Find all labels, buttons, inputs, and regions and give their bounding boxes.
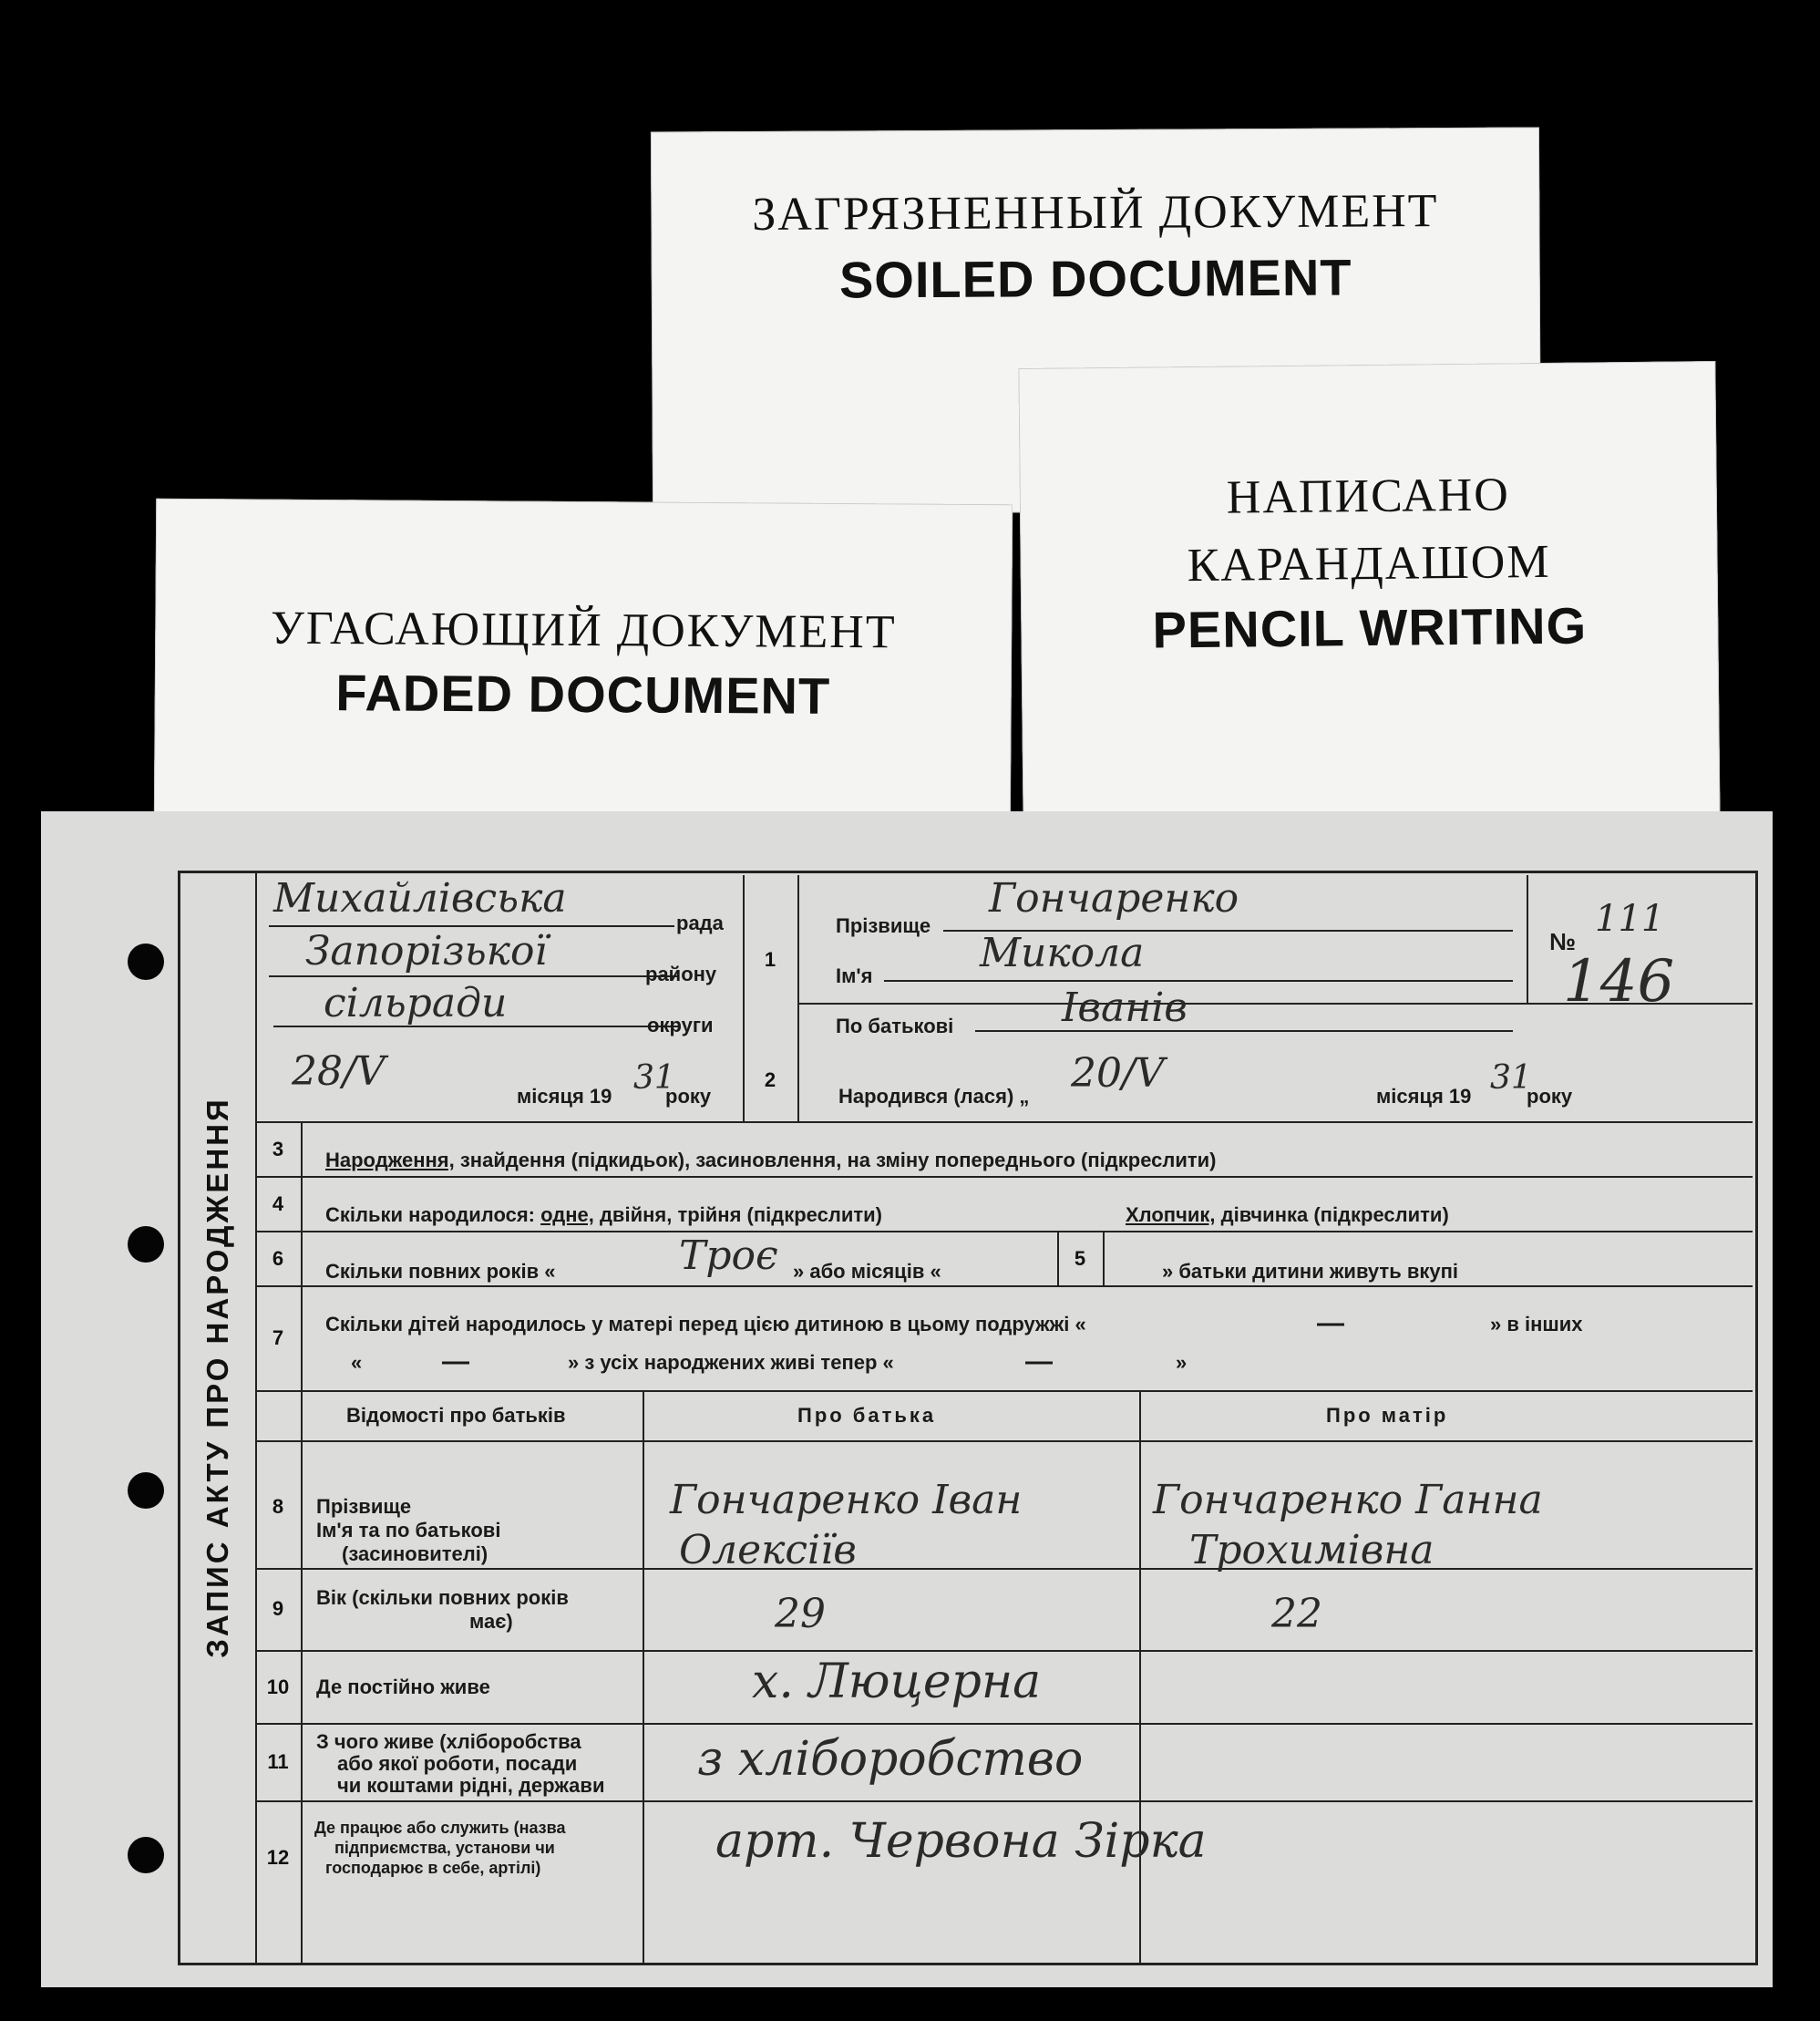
row8-label-1: Прізвище [316, 1495, 412, 1518]
row-number: 10 [266, 1676, 290, 1698]
divider [1103, 1231, 1105, 1285]
field-line [273, 1026, 679, 1027]
born-year-value: 31 [1490, 1059, 1532, 1097]
mother-header: Про матір [1326, 1404, 1449, 1427]
divider [255, 1231, 1753, 1232]
born-month-label: місяця 19 [1376, 1085, 1472, 1108]
parents-together-label: » батьки дитини живуть вкупі [1162, 1260, 1459, 1283]
row12-label-2: підприємства, установи чи [334, 1839, 555, 1857]
row-number: 5 [1074, 1247, 1086, 1270]
pencil-label-ru-2: КАРАНДАШОМ [1187, 535, 1551, 593]
number-label: № [1549, 928, 1576, 955]
years-together-value: Троє [679, 1232, 778, 1279]
children-other-open: « [351, 1351, 363, 1374]
pencil-label-ru-1: НАПИСАНО [1226, 469, 1511, 524]
patronymic-label: По батькові [836, 1015, 954, 1037]
row-number: 4 [272, 1192, 284, 1215]
row11-label-1: З чого живе (хліборобства [316, 1730, 581, 1753]
divider [301, 1121, 303, 1963]
record-date-value: 28/V [292, 1048, 386, 1095]
row8-label-2: Ім'я та по батькові [316, 1519, 501, 1542]
father-age: 29 [775, 1591, 826, 1637]
mother-age: 22 [1271, 1591, 1322, 1637]
children-other-value: — [442, 1346, 469, 1377]
soiled-label-ru: ЗАГРЯЗНЕННЫЙ ДОКУМЕНТ [752, 185, 1439, 241]
birth-count-text [325, 1203, 882, 1227]
row11-label-2: або якої роботи, посади [337, 1752, 578, 1775]
row12-label-3: господарює в себе, артілі) [325, 1859, 541, 1877]
row12-label-1: Де працює або служить (назва [314, 1819, 566, 1837]
event-type-options: знайдення (підкидьок), засиновлення, на зміну попереднього (підкреслити) [454, 1149, 1217, 1171]
children-other-label: » в інших [1490, 1313, 1583, 1335]
divider [255, 1285, 1753, 1287]
row10-label: Де постійно живе [316, 1676, 490, 1698]
rayon-label: району [645, 963, 717, 985]
faded-label-en: FADED DOCUMENT [335, 664, 831, 725]
father-name-2: Олексіїв [679, 1527, 857, 1573]
birth-count-prefix: Скільки народилося: [325, 1203, 541, 1226]
sex-selected: Хлопчик, [1126, 1203, 1216, 1226]
punch-hole [128, 1226, 164, 1263]
years-together-label: Скільки повних років « [325, 1260, 556, 1283]
row-number: 12 [266, 1846, 290, 1869]
surname-value: Гончаренко [989, 875, 1239, 922]
divider [255, 1121, 1753, 1123]
rada-value: Михайлівська [273, 875, 567, 922]
surname-label: Прізвище [836, 914, 931, 937]
event-type-selected: Народження, [325, 1149, 455, 1171]
number-value-top: 111 [1595, 898, 1665, 940]
row-number: 6 [272, 1247, 284, 1270]
record-year-label: року [665, 1085, 712, 1108]
faded-document-label [154, 499, 1013, 833]
row-number: 9 [272, 1597, 284, 1620]
livelihood-value: з хліборобство [697, 1732, 1084, 1787]
okruha-label: округи [647, 1014, 714, 1036]
field-line [884, 980, 1513, 982]
divider [643, 1390, 644, 1963]
divider [255, 1650, 1753, 1652]
mother-name-1: Гончаренко Ганна [1153, 1477, 1543, 1523]
parents-header: Відомості про батьків [346, 1404, 566, 1427]
children-before-label: Скільки дітей народилось у матері перед цією дитиною в цьому подружжі « [325, 1313, 1086, 1335]
divider [255, 1800, 1753, 1802]
divider [797, 875, 799, 1121]
punch-hole [128, 1472, 164, 1509]
sex-suffix: дівчинка (підкреслити) [1215, 1203, 1449, 1226]
rayon-value: Запорізької [305, 928, 548, 974]
row9-label-2: має) [469, 1610, 513, 1633]
divider [1057, 1231, 1059, 1285]
row8-label-3: (засиновителі) [342, 1542, 488, 1565]
rada-label: рада [676, 912, 724, 934]
birth-record-form [41, 811, 1773, 1987]
divider [1139, 1390, 1141, 1963]
months-label: » або місяців « [793, 1260, 941, 1283]
divider [255, 871, 257, 1963]
birth-count-selected: одне, [540, 1203, 594, 1226]
children-alive-value: — [1025, 1346, 1053, 1377]
mother-name-2: Трохимівна [1189, 1527, 1434, 1573]
okruha-value: сільради [324, 980, 508, 1026]
record-year-value: 31 [633, 1059, 675, 1097]
pencil-label-en: PENCIL WRITING [1152, 596, 1588, 659]
event-type-text [325, 1149, 1217, 1172]
punch-hole [128, 943, 164, 980]
born-label: Народився (лася) „ [838, 1085, 1030, 1108]
divider [255, 1723, 1753, 1725]
children-alive-close: » [1176, 1351, 1188, 1374]
field-line [269, 925, 674, 927]
row-number: 3 [272, 1138, 284, 1160]
divider [1527, 875, 1528, 1003]
divider [255, 1440, 1753, 1442]
patronymic-value: Іванів [1062, 985, 1188, 1031]
form-title: ЗАПИС АКТУ ПРО НАРОДЖЕННЯ [201, 1097, 234, 1658]
birth-count-suffix: двійня, трійня (підкреслити) [593, 1203, 882, 1226]
born-year-label: року [1527, 1085, 1573, 1108]
pencil-writing-label [1018, 361, 1720, 833]
record-month-label: місяця 19 [517, 1085, 612, 1108]
field-line [269, 975, 679, 977]
row-number: 2 [764, 1068, 776, 1091]
name-label: Ім'я [836, 964, 873, 987]
sex-text [1126, 1203, 1449, 1227]
row9-label-1: Вік (скільки повних років [316, 1586, 569, 1609]
field-line [975, 1030, 1513, 1032]
row11-label-3: чи коштами рідні, держави [337, 1774, 605, 1797]
residence-value: х. Люцерна [752, 1655, 1042, 1709]
divider [743, 875, 745, 1121]
soiled-label-en: SOILED DOCUMENT [838, 248, 1352, 309]
row-number: 11 [267, 1750, 289, 1773]
punch-hole [128, 1837, 164, 1873]
father-name-1: Гончаренко Іван [670, 1477, 1023, 1523]
children-before-value: — [1317, 1308, 1344, 1338]
number-value-bottom: 146 [1563, 948, 1675, 1016]
children-alive-label: » з усіх народжених живі тепер « [568, 1351, 894, 1374]
row-number: 7 [272, 1326, 284, 1349]
row-number: 8 [272, 1495, 284, 1518]
divider [255, 1390, 1753, 1392]
work-value: арт. Червона Зірка [715, 1814, 1207, 1869]
father-header: Про батька [797, 1404, 937, 1427]
divider [255, 1568, 1753, 1570]
name-value: Микола [980, 930, 1145, 976]
born-date-value: 20/V [1071, 1050, 1165, 1097]
divider [255, 1176, 1753, 1178]
row-number: 1 [764, 948, 776, 971]
faded-label-ru: УГАСАЮЩИЙ ДОКУМЕНТ [270, 602, 897, 659]
